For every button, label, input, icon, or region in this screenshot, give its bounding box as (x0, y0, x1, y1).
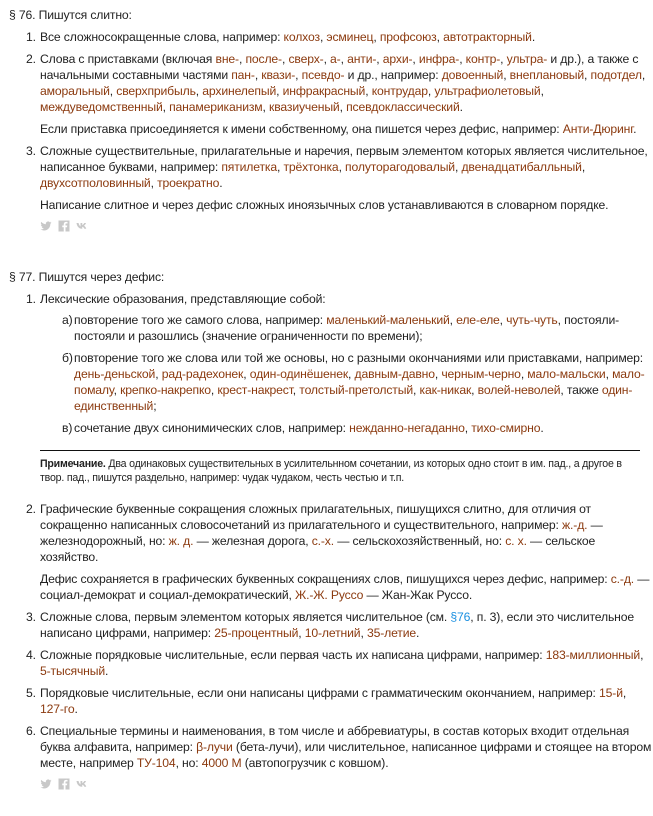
text-run: , (340, 52, 348, 66)
text-run: , (262, 100, 270, 114)
share-bar (40, 221, 653, 235)
text-run: Специальные термины и наименования, в том числе и аббревиатуры, в состав которых входит отдельная буква алфавита, например: (40, 724, 630, 754)
text-run: — сельскохозяйственный, но: (333, 534, 506, 548)
example-word: внеплановый (509, 68, 585, 82)
text-run: Графические буквенные сокращения сложных прилагательных, пишущихся слитно, для отличия от сокращенно написанных словосочетаний из прилагательного и существительного, например: (40, 502, 591, 532)
text-run: — сельское хозяйство. (40, 534, 596, 564)
rule-item (9, 143, 653, 213)
example-word: анти- (347, 52, 377, 66)
example-word: давным-давно (354, 367, 435, 381)
example-word: β-лучи (196, 740, 233, 754)
text-run: , (412, 52, 419, 66)
text-run: , (641, 68, 646, 82)
sub-item (40, 350, 653, 414)
item-text (40, 723, 653, 771)
text-run: , (155, 367, 162, 381)
item-number: 2. (26, 52, 36, 66)
text-run: , (449, 313, 457, 327)
example-word: сверхприбыль (116, 84, 196, 98)
example-word: двухсотполовинный (40, 176, 151, 190)
example-word: псевдоклассический (346, 100, 460, 114)
example-word: ж.-д. (562, 518, 588, 532)
example-word: 127-го (40, 702, 75, 716)
text-run: сочетание двух синонимических слов, например: (74, 421, 350, 435)
example-word: еле-еле (456, 313, 500, 327)
example-word: довоенный (441, 68, 504, 82)
text-run: Сложные существительные, прилагательные и наречия, первым элементом которых является числительное, написанное буквами, например: (40, 144, 648, 174)
example-word: квазиученый (269, 100, 340, 114)
text-run: . (105, 664, 109, 678)
text-run: , (427, 84, 435, 98)
example-word: контрудар (371, 84, 428, 98)
text-run: — социал-демократ и социал-демократический, (40, 572, 650, 602)
item-text (40, 29, 653, 45)
sub-item (40, 312, 653, 344)
example-word: нежданно-негаданно (349, 421, 465, 435)
vk-icon[interactable] (76, 778, 88, 794)
example-word: пятилетка (221, 160, 277, 174)
text-run: , (195, 84, 203, 98)
example-word: мало-мальски (527, 367, 606, 381)
example-word: архинелепый (202, 84, 277, 98)
text-run: , (323, 52, 331, 66)
twitter-icon[interactable] (40, 778, 52, 794)
text-run: , но: (175, 756, 202, 770)
text-run: , (540, 84, 544, 98)
example-word: один-одинёшенек (249, 367, 349, 381)
note-label: Примечание. (40, 458, 106, 470)
text-run: . (74, 702, 78, 716)
text-run: , (277, 160, 284, 174)
text-run: ; (153, 399, 157, 413)
item-number: 5. (26, 686, 36, 700)
vk-icon[interactable] (76, 220, 88, 236)
text-run: , (459, 52, 466, 66)
text-run: и др., например: (344, 68, 442, 82)
item-number: 1. (26, 30, 36, 44)
rule-item (9, 51, 653, 137)
text-run: , (365, 84, 372, 98)
example-word: маленький-маленький (326, 313, 450, 327)
example-word: инфра- (418, 52, 460, 66)
share-bar (40, 779, 653, 793)
example-word: аморальный (40, 84, 110, 98)
section-77-list-continued (9, 501, 653, 771)
text-run: , также (560, 383, 602, 397)
text-run: , (520, 367, 528, 381)
example-word: а- (330, 52, 341, 66)
text-run: Слова с приставками (включая (40, 52, 216, 66)
text-run: , (150, 176, 158, 190)
sub-item-text (74, 350, 653, 414)
item-number: 4. (26, 648, 36, 662)
text-run: повторение того же слова или той же основы, но с разными окончаниями или приставками, например: (74, 351, 644, 365)
item-note-paragraph (40, 571, 653, 603)
example-word: 35-летие (366, 626, 417, 640)
text-run: Все сложносокращенные слова, например: (40, 30, 284, 44)
text-run: , (436, 30, 444, 44)
rule-item (9, 647, 653, 679)
item-text: Лексические образования, представляющие собой: (40, 292, 326, 306)
text-run: , (605, 367, 613, 381)
text-run: повторение того же самого слова, например: (74, 313, 327, 327)
rule-item (9, 29, 653, 45)
text-run: , (360, 626, 367, 640)
example-word: 5-тысячный (40, 664, 106, 678)
text-run: . (416, 626, 420, 640)
example-word: ультра- (506, 52, 548, 66)
facebook-icon[interactable] (58, 778, 70, 794)
text-run: , (238, 52, 246, 66)
text-run: , (434, 367, 442, 381)
example-word: 10-летний (304, 626, 361, 640)
text-run: — железная дорога, (193, 534, 312, 548)
text-run: , (243, 367, 250, 381)
item-text (40, 685, 653, 717)
example-word: полуторагодовалый (345, 160, 455, 174)
example-word: с.-х. (311, 534, 334, 548)
example-word: 4000 М (201, 756, 242, 770)
section-76 (9, 7, 653, 235)
section-link[interactable]: §76 (450, 610, 471, 624)
text-run: Порядковые числительные, если они написаны цифрами с грамматическим окончанием, например: (40, 686, 600, 700)
sub-item-text (74, 312, 653, 344)
example-word: 15-й (599, 686, 623, 700)
text-run: , (376, 52, 383, 66)
sub-item-letter: б) (62, 351, 73, 365)
example-word: квази- (261, 68, 296, 82)
text-run: , (162, 100, 170, 114)
example-word: вне- (215, 52, 239, 66)
sub-item-letter: а) (62, 313, 73, 327)
example-word: эсминец (326, 30, 374, 44)
text-run: и др.), а также с начальными составными частями (40, 52, 639, 82)
example-word: волей-неволей (477, 383, 561, 397)
example-word: ультрафиолетовый (434, 84, 541, 98)
sub-item-list (40, 312, 653, 436)
text-run: , (113, 383, 121, 397)
item-number: 6. (26, 724, 36, 738)
item-text (40, 647, 653, 679)
text-run: Сложные порядковые числительные, если первая часть их написана цифрами, например: (40, 648, 546, 662)
text-run: , п. 3), если это числительное написано цифрами, например: (40, 610, 635, 640)
item-text (40, 609, 653, 641)
rule-item (9, 685, 653, 717)
section-77-list (9, 291, 653, 436)
rule-item (9, 723, 653, 771)
text-run: , (464, 421, 472, 435)
example-word: троекратно (157, 176, 220, 190)
text-run: . (531, 30, 536, 44)
item-text (40, 51, 653, 115)
example-word: профсоюз (379, 30, 437, 44)
text-run: , постояли-постояли и разошлись (значение ограниченности по времени); (74, 313, 620, 343)
example-word: черным-черно (441, 367, 521, 381)
example-word: тихо-смирно (471, 421, 541, 435)
example-word: панамериканизм (169, 100, 263, 114)
example-word: контр- (465, 52, 501, 66)
example-word: крепко-накрепко (120, 383, 211, 397)
item-text (40, 501, 653, 565)
text-run: , (373, 30, 380, 44)
example-word: чуть-чуть (506, 313, 558, 327)
sub-item-text (74, 420, 653, 436)
text-run: . (540, 421, 544, 435)
example-word: инфракрасный (282, 84, 366, 98)
text-run: , (581, 160, 586, 174)
text-run: , (319, 30, 327, 44)
text-run: , (281, 52, 289, 66)
section-77-heading: § 77. Пишутся через дефис: (9, 270, 165, 284)
example-word: с.-д. (610, 572, 635, 586)
note-text: Два одинаковых существительных в усилительнном сочетании, из которых одно стоит в им. пад., а другое в твор. пад., пишутся раздельно, например: чудак чудаком, честь честью и т.п. (40, 458, 622, 484)
note-block (40, 450, 640, 485)
item-text (40, 143, 653, 191)
example-word: междуведомственный (40, 100, 163, 114)
example-word: сверх- (288, 52, 324, 66)
text-run: , (640, 648, 644, 662)
text-run: . (219, 176, 223, 190)
example-word: как-никак (419, 383, 472, 397)
example-word: 25-процентный (214, 626, 299, 640)
text-run: , (254, 68, 262, 82)
item-number: 3. (26, 610, 36, 624)
text-run: , (471, 383, 478, 397)
item-note-paragraph (40, 197, 653, 213)
item-number: 1. (26, 292, 36, 306)
section-76-list (9, 29, 653, 213)
example-word: толстый-претолстый (299, 383, 414, 397)
example-word: трёхтонка (283, 160, 339, 174)
text-run: , (109, 84, 117, 98)
text-run: Сложные слова, первым элементом которых является числительное (см. (40, 610, 451, 624)
section-77 (9, 269, 653, 793)
example-word: колхоз (283, 30, 320, 44)
text-run: . (633, 122, 637, 136)
text-run: . (459, 100, 463, 114)
rule-item (9, 501, 653, 603)
text-run: , (339, 100, 347, 114)
item-number: 3. (26, 144, 36, 158)
example-word: Ж.-Ж. Руссо (295, 588, 364, 602)
text-run: Если приставка присоединяется к имени собственному, она пишется через дефис, например: (40, 122, 563, 136)
example-word: архи- (382, 52, 413, 66)
example-word: с. х. (505, 534, 527, 548)
text-run: , (499, 313, 507, 327)
twitter-icon[interactable] (40, 220, 52, 236)
text-run: , (500, 52, 507, 66)
text-run: , (292, 383, 300, 397)
example-word: рад-радехонек (161, 367, 244, 381)
item-note-paragraph (40, 121, 653, 137)
text-run: , (622, 686, 627, 700)
example-word: крест-накрест (217, 383, 293, 397)
text-run: , (413, 383, 420, 397)
text-run: (бета-лучи), или числительное, написанное цифрами и стоящее на втором месте, например (40, 740, 652, 770)
sub-item-letter: в) (62, 421, 73, 435)
example-word: двенадцатибалльный (461, 160, 582, 174)
example-word: один-единственный (74, 383, 633, 413)
example-word: подотдел (590, 68, 642, 82)
text-run: , (210, 383, 218, 397)
sub-item (40, 420, 653, 436)
text-run: , (295, 68, 302, 82)
text-run: (автопогрузчик с ковшом). (241, 756, 389, 770)
example-word: 183-миллионный (545, 648, 641, 662)
text-run: , (584, 68, 591, 82)
text-run: , (454, 160, 462, 174)
example-word: ТУ-104 (136, 756, 176, 770)
rule-item (9, 609, 653, 641)
example-word: мало-помалу (74, 367, 645, 397)
text-run: — Жан-Жак Руссо. (363, 588, 473, 602)
text-run: , (298, 626, 305, 640)
text-run: Дефис сохраняется в графических буквенных сокращениях слов, пишущихся через дефис, например: (40, 572, 611, 586)
example-word: ж. д. (168, 534, 194, 548)
example-word: пан- (231, 68, 255, 82)
example-word: день-деньской (74, 367, 156, 381)
text-run: — железнодорожный, но: (40, 518, 603, 548)
text-run: Написание слитное и через дефис сложных иноязычных слов устанавливаются в словарном порядке. (40, 198, 609, 212)
rule-item (9, 291, 653, 436)
example-word: Анти-Дюринг (562, 122, 634, 136)
facebook-icon[interactable] (58, 220, 70, 236)
example-word: псевдо- (301, 68, 345, 82)
text-run: , (348, 367, 355, 381)
item-number: 2. (26, 502, 36, 516)
example-word: после- (245, 52, 282, 66)
text-run: , (338, 160, 346, 174)
section-76-heading: § 76. Пишутся слитно: (9, 8, 132, 22)
example-word: автотракторный (443, 30, 532, 44)
text-run: , (503, 68, 510, 82)
text-run: , (276, 84, 283, 98)
